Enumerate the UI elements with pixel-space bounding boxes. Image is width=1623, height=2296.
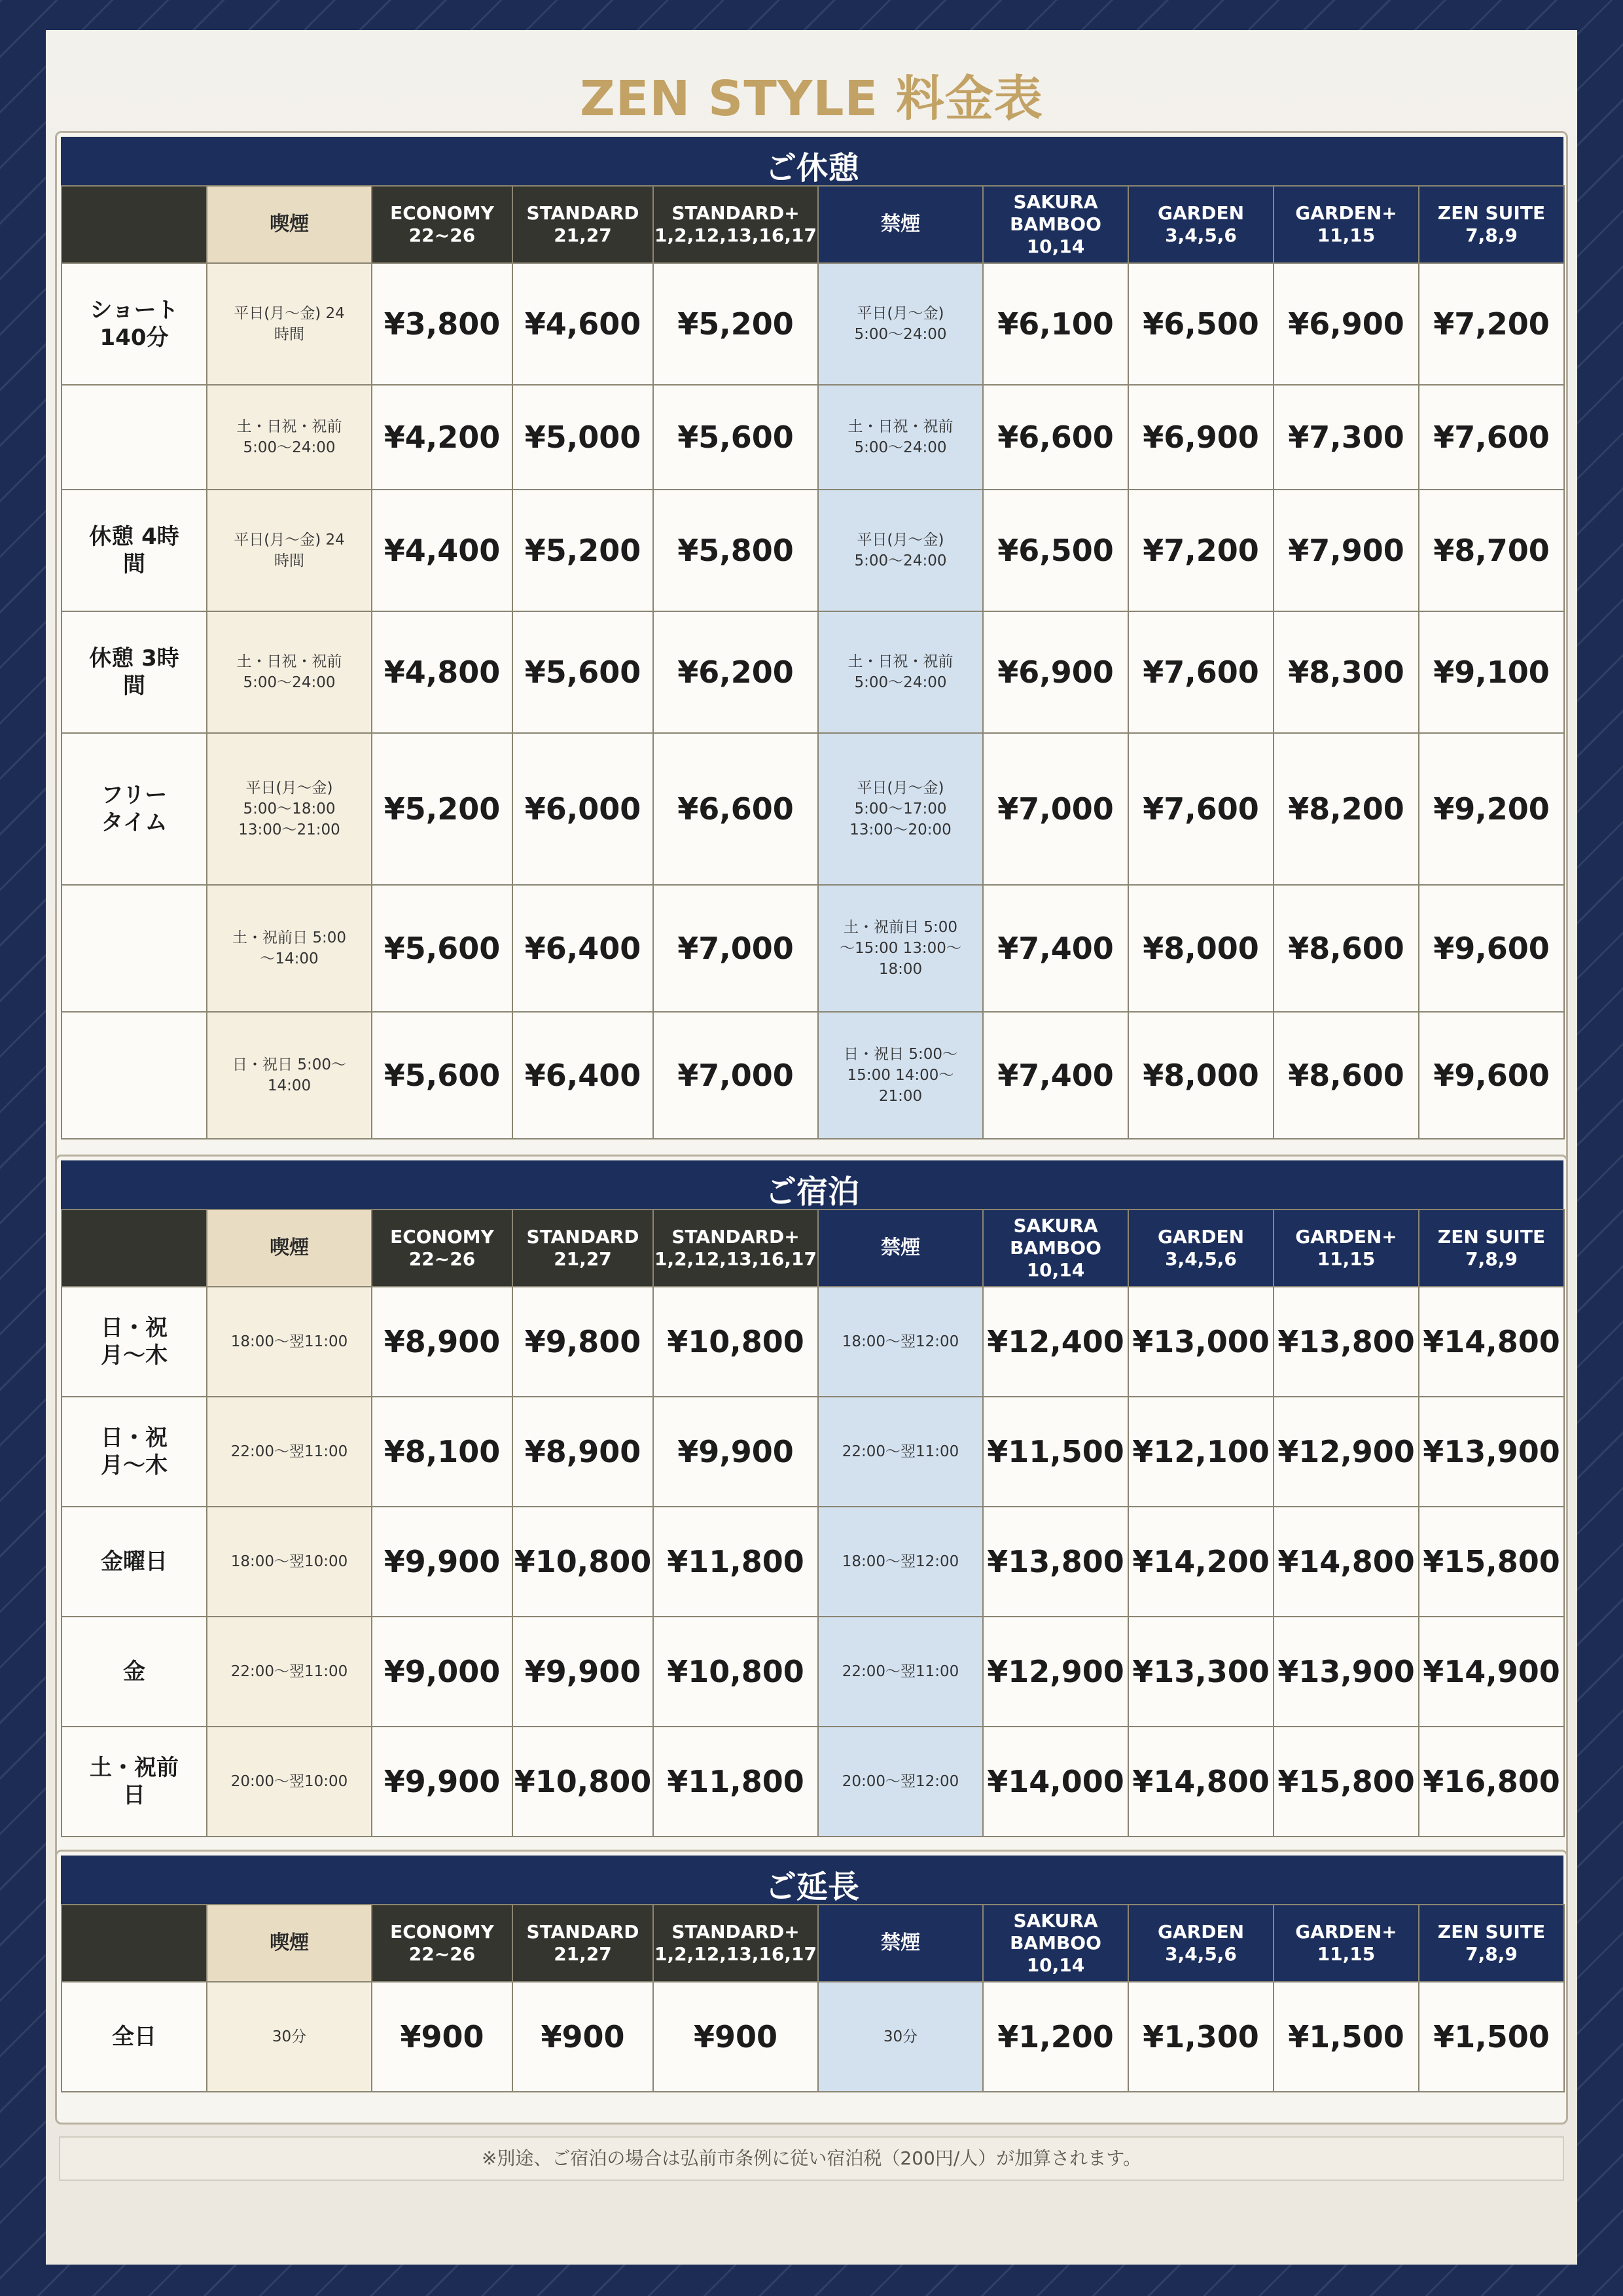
nonsmoking-time: 日・祝日 5:00～15:00 14:00～21:00 xyxy=(818,1012,983,1139)
price-cell: ¥7,600 xyxy=(1419,385,1564,490)
smoking-time: 平日(月～金) 24時間 xyxy=(207,490,372,611)
price-cell: ¥6,600 xyxy=(983,385,1128,490)
header-room-smoking xyxy=(653,1905,818,1982)
row-label: 土・祝前日 xyxy=(62,1727,207,1837)
price-cell: ¥5,600 xyxy=(653,385,818,490)
price-cell: ¥9,600 xyxy=(1419,885,1564,1012)
price-cell: ¥6,400 xyxy=(512,885,653,1012)
room-numbers: 7,8,9 xyxy=(1465,224,1518,246)
row-label: ショート 140分 xyxy=(62,263,207,385)
row-label xyxy=(62,885,207,1012)
price-cell: ¥7,000 xyxy=(983,733,1128,885)
price-cell: ¥8,300 xyxy=(1274,611,1419,733)
nonsmoking-time: 22:00～翌11:00 xyxy=(818,1397,983,1507)
stay-section xyxy=(55,1155,1568,1871)
room-name: ZEN SUITE xyxy=(1437,202,1546,224)
price-cell: ¥13,800 xyxy=(1274,1287,1419,1397)
header-room-nonsmoking xyxy=(1128,186,1274,263)
row-label: 休憩 3時間 xyxy=(62,611,207,733)
room-name: ZEN SUITE xyxy=(1437,1226,1546,1247)
page-title: ZEN STYLE 料金表 xyxy=(580,71,1043,127)
header-room-smoking xyxy=(512,186,653,263)
room-name: STANDARD xyxy=(526,1226,639,1247)
smoking-time: 平日(月～金) 24時間 xyxy=(207,263,372,385)
price-cell: ¥13,900 xyxy=(1274,1617,1419,1727)
nonsmoking-time: 土・祝前日 5:00～15:00 13:00～18:00 xyxy=(818,885,983,1012)
price-cell: ¥8,000 xyxy=(1128,1012,1274,1139)
price-cell: ¥14,800 xyxy=(1419,1287,1564,1397)
room-numbers: 11,15 xyxy=(1317,224,1376,246)
price-cell: ¥6,900 xyxy=(1274,263,1419,385)
header-room-nonsmoking xyxy=(983,1905,1128,1982)
room-name: GARDEN xyxy=(1157,202,1244,224)
table-row xyxy=(62,885,1564,1012)
price-cell: ¥14,000 xyxy=(983,1727,1128,1837)
price-cell: ¥7,000 xyxy=(653,1012,818,1139)
row-label: 金 xyxy=(62,1617,207,1727)
table-row xyxy=(62,611,1564,733)
room-name: SAKURA BAMBOO xyxy=(1010,1910,1101,1954)
price-cell: ¥14,200 xyxy=(1128,1507,1274,1617)
price-cell: ¥13,000 xyxy=(1128,1287,1274,1397)
table-row xyxy=(62,385,1564,490)
price-cell: ¥7,300 xyxy=(1274,385,1419,490)
header-smoking: 喫煙 xyxy=(207,1210,372,1287)
price-cell: ¥14,800 xyxy=(1274,1507,1419,1617)
price-cell: ¥7,000 xyxy=(653,885,818,1012)
price-cell: ¥1,500 xyxy=(1419,1982,1564,2092)
price-cell: ¥13,900 xyxy=(1419,1397,1564,1507)
price-cell: ¥9,000 xyxy=(372,1617,512,1727)
nonsmoking-time: 平日(月～金) 5:00～24:00 xyxy=(818,490,983,611)
table-row xyxy=(62,1397,1564,1507)
price-cell: ¥9,900 xyxy=(372,1507,512,1617)
smoking-time: 土・日祝・祝前 5:00～24:00 xyxy=(207,385,372,490)
header-row xyxy=(62,186,1564,263)
room-numbers: 10,14 xyxy=(1026,1954,1085,1976)
table-row xyxy=(62,733,1564,885)
price-cell: ¥10,800 xyxy=(512,1507,653,1617)
price-cell: ¥10,800 xyxy=(653,1617,818,1727)
smoking-time: 土・祝前日 5:00～14:00 xyxy=(207,885,372,1012)
header-room-smoking xyxy=(372,1905,512,1982)
price-cell: ¥6,500 xyxy=(1128,263,1274,385)
header-corner xyxy=(62,1210,207,1287)
room-numbers: 1,2,12,13,16,17 xyxy=(654,1943,817,1965)
price-cell: ¥13,800 xyxy=(983,1507,1128,1617)
room-name: ECONOMY xyxy=(390,202,494,224)
room-numbers: 3,4,5,6 xyxy=(1165,1248,1237,1270)
price-cell: ¥9,900 xyxy=(653,1397,818,1507)
room-name: SAKURA BAMBOO xyxy=(1010,191,1101,235)
table-row xyxy=(62,1012,1564,1139)
room-numbers: 7,8,9 xyxy=(1465,1248,1518,1270)
rest-price-table xyxy=(61,185,1565,1139)
table-row xyxy=(62,1982,1564,2092)
price-cell: ¥6,900 xyxy=(983,611,1128,733)
price-cell: ¥7,400 xyxy=(983,885,1128,1012)
smoking-time: 30分 xyxy=(207,1982,372,2092)
header-corner xyxy=(62,186,207,263)
price-cell: ¥16,800 xyxy=(1419,1727,1564,1837)
price-cell: ¥8,900 xyxy=(372,1287,512,1397)
nonsmoking-time: 18:00～翌12:00 xyxy=(818,1287,983,1397)
nonsmoking-time: 18:00～翌12:00 xyxy=(818,1507,983,1617)
price-cell: ¥4,400 xyxy=(372,490,512,611)
price-cell: ¥8,700 xyxy=(1419,490,1564,611)
price-cell: ¥14,800 xyxy=(1128,1727,1274,1837)
header-room-nonsmoking xyxy=(1274,1210,1419,1287)
price-cell: ¥5,200 xyxy=(653,263,818,385)
room-numbers: 3,4,5,6 xyxy=(1165,1943,1237,1965)
row-label: 日・祝 月～木 xyxy=(62,1287,207,1397)
room-numbers: 10,14 xyxy=(1026,236,1085,257)
nonsmoking-time: 土・日祝・祝前 5:00～24:00 xyxy=(818,611,983,733)
price-cell: ¥9,200 xyxy=(1419,733,1564,885)
price-cell: ¥7,400 xyxy=(983,1012,1128,1139)
header-row xyxy=(62,1210,1564,1287)
price-cell: ¥15,800 xyxy=(1419,1507,1564,1617)
price-cell: ¥14,900 xyxy=(1419,1617,1564,1727)
header-room-nonsmoking xyxy=(1274,1905,1419,1982)
header-room-nonsmoking xyxy=(1419,1210,1564,1287)
room-numbers: 11,15 xyxy=(1317,1943,1376,1965)
room-numbers: 3,4,5,6 xyxy=(1165,224,1237,246)
price-cell: ¥5,000 xyxy=(512,385,653,490)
room-name: STANDARD xyxy=(526,1921,639,1943)
extend-section xyxy=(55,1850,1568,2125)
price-cell: ¥4,800 xyxy=(372,611,512,733)
rest-section-title: ご休憩 xyxy=(61,137,1563,185)
room-name: STANDARD xyxy=(526,202,639,224)
room-numbers: 21,27 xyxy=(554,224,612,246)
smoking-time: 22:00～翌11:00 xyxy=(207,1397,372,1507)
room-name: ZEN SUITE xyxy=(1437,1921,1546,1943)
price-cell: ¥6,200 xyxy=(653,611,818,733)
price-cell: ¥8,100 xyxy=(372,1397,512,1507)
room-numbers: 21,27 xyxy=(554,1943,612,1965)
header-smoking: 喫煙 xyxy=(207,186,372,263)
price-cell: ¥13,300 xyxy=(1128,1617,1274,1727)
row-label xyxy=(62,1012,207,1139)
price-cell: ¥4,200 xyxy=(372,385,512,490)
room-numbers: 1,2,12,13,16,17 xyxy=(654,1248,817,1270)
nonsmoking-time: 平日(月～金) 5:00～24:00 xyxy=(818,263,983,385)
room-numbers: 22~26 xyxy=(408,224,476,246)
price-cell: ¥10,800 xyxy=(512,1727,653,1837)
nonsmoking-time: 土・日祝・祝前 5:00～24:00 xyxy=(818,385,983,490)
smoking-time: 20:00～翌10:00 xyxy=(207,1727,372,1837)
nonsmoking-time: 平日(月～金) 5:00～17:00 13:00～20:00 xyxy=(818,733,983,885)
price-cell: ¥7,200 xyxy=(1419,263,1564,385)
price-cell: ¥5,200 xyxy=(372,733,512,885)
price-cell: ¥12,900 xyxy=(1274,1397,1419,1507)
price-cell: ¥11,800 xyxy=(653,1507,818,1617)
table-row xyxy=(62,490,1564,611)
price-cell: ¥7,200 xyxy=(1128,490,1274,611)
table-row xyxy=(62,1507,1564,1617)
smoking-time: 18:00～翌10:00 xyxy=(207,1507,372,1617)
price-cell: ¥8,200 xyxy=(1274,733,1419,885)
header-room-nonsmoking xyxy=(1419,186,1564,263)
price-cell: ¥7,600 xyxy=(1128,733,1274,885)
nonsmoking-time: 22:00～翌11:00 xyxy=(818,1617,983,1727)
price-cell: ¥5,600 xyxy=(372,1012,512,1139)
row-label: 休憩 4時間 xyxy=(62,490,207,611)
header-nonsmoking: 禁煙 xyxy=(818,1905,983,1982)
table-row xyxy=(62,1287,1564,1397)
row-label: 金曜日 xyxy=(62,1507,207,1617)
header-row xyxy=(62,1905,1564,1982)
price-cell: ¥4,600 xyxy=(512,263,653,385)
price-cell: ¥9,900 xyxy=(512,1617,653,1727)
price-cell: ¥8,600 xyxy=(1274,885,1419,1012)
price-cell: ¥15,800 xyxy=(1274,1727,1419,1837)
price-cell: ¥9,600 xyxy=(1419,1012,1564,1139)
row-label: フリー タイム xyxy=(62,733,207,885)
price-cell: ¥6,600 xyxy=(653,733,818,885)
price-cell: ¥12,100 xyxy=(1128,1397,1274,1507)
room-numbers: 1,2,12,13,16,17 xyxy=(654,224,817,246)
price-cell: ¥12,400 xyxy=(983,1287,1128,1397)
header-room-smoking xyxy=(512,1905,653,1982)
nonsmoking-time: 30分 xyxy=(818,1982,983,2092)
table-row xyxy=(62,1617,1564,1727)
header-nonsmoking: 禁煙 xyxy=(818,1210,983,1287)
header-room-smoking xyxy=(372,1210,512,1287)
smoking-time: 22:00～翌11:00 xyxy=(207,1617,372,1727)
room-numbers: 11,15 xyxy=(1317,1248,1376,1270)
header-room-smoking xyxy=(512,1210,653,1287)
smoking-time: 平日(月～金) 5:00～18:00 13:00～21:00 xyxy=(207,733,372,885)
price-cell: ¥1,200 xyxy=(983,1982,1128,2092)
room-name: GARDEN+ xyxy=(1295,202,1397,224)
stay-section-title: ご宿泊 xyxy=(61,1160,1563,1209)
price-cell: ¥8,900 xyxy=(512,1397,653,1507)
price-cell: ¥7,600 xyxy=(1128,611,1274,733)
tax-note: ※別途、ご宿泊の場合は弘前市条例に従い宿泊税（200円/人）が加算されます。 xyxy=(59,2136,1564,2181)
price-cell: ¥3,800 xyxy=(372,263,512,385)
extend-section-title: ご延長 xyxy=(61,1856,1563,1904)
room-name: ECONOMY xyxy=(390,1921,494,1943)
table-row xyxy=(62,1727,1564,1837)
room-numbers: 10,14 xyxy=(1026,1259,1085,1281)
price-cell: ¥8,000 xyxy=(1128,885,1274,1012)
price-cell: ¥11,500 xyxy=(983,1397,1128,1507)
room-name: GARDEN+ xyxy=(1295,1921,1397,1943)
table-row xyxy=(62,263,1564,385)
rest-section xyxy=(55,131,1568,1178)
room-name: STANDARD+ xyxy=(671,1921,800,1943)
price-cell: ¥9,800 xyxy=(512,1287,653,1397)
price-sheet xyxy=(46,30,1577,2265)
header-room-smoking xyxy=(653,186,818,263)
room-name: ECONOMY xyxy=(390,1226,494,1247)
row-label: 日・祝 月～木 xyxy=(62,1397,207,1507)
room-numbers: 21,27 xyxy=(554,1248,612,1270)
nonsmoking-time: 20:00～翌12:00 xyxy=(818,1727,983,1837)
price-cell: ¥9,100 xyxy=(1419,611,1564,733)
header-room-nonsmoking xyxy=(983,1210,1128,1287)
header-room-nonsmoking xyxy=(1128,1905,1274,1982)
room-name: GARDEN xyxy=(1157,1921,1244,1943)
stay-price-table xyxy=(61,1209,1565,1837)
header-corner xyxy=(62,1905,207,1982)
header-room-nonsmoking xyxy=(1419,1905,1564,1982)
price-cell: ¥1,300 xyxy=(1128,1982,1274,2092)
header-room-smoking xyxy=(372,186,512,263)
header-room-nonsmoking xyxy=(983,186,1128,263)
header-smoking: 喫煙 xyxy=(207,1905,372,1982)
price-cell: ¥900 xyxy=(512,1982,653,2092)
room-name: GARDEN xyxy=(1157,1226,1244,1247)
price-cell: ¥6,000 xyxy=(512,733,653,885)
header-room-smoking xyxy=(653,1210,818,1287)
smoking-time: 土・日祝・祝前 5:00～24:00 xyxy=(207,611,372,733)
row-label xyxy=(62,385,207,490)
price-cell: ¥5,600 xyxy=(512,611,653,733)
price-cell: ¥1,500 xyxy=(1274,1982,1419,2092)
price-cell: ¥6,100 xyxy=(983,263,1128,385)
price-cell: ¥11,800 xyxy=(653,1727,818,1837)
price-cell: ¥9,900 xyxy=(372,1727,512,1837)
price-cell: ¥12,900 xyxy=(983,1617,1128,1727)
price-cell: ¥7,900 xyxy=(1274,490,1419,611)
smoking-time: 日・祝日 5:00～14:00 xyxy=(207,1012,372,1139)
price-cell: ¥5,800 xyxy=(653,490,818,611)
price-cell: ¥6,900 xyxy=(1128,385,1274,490)
price-cell: ¥900 xyxy=(653,1982,818,2092)
room-numbers: 22~26 xyxy=(408,1248,476,1270)
header-nonsmoking: 禁煙 xyxy=(818,186,983,263)
smoking-time: 18:00～翌11:00 xyxy=(207,1287,372,1397)
price-cell: ¥10,800 xyxy=(653,1287,818,1397)
price-cell: ¥5,200 xyxy=(512,490,653,611)
price-cell: ¥5,600 xyxy=(372,885,512,1012)
room-name: SAKURA BAMBOO xyxy=(1010,1215,1101,1259)
price-cell: ¥8,600 xyxy=(1274,1012,1419,1139)
room-name: STANDARD+ xyxy=(671,1226,800,1247)
room-name: STANDARD+ xyxy=(671,202,800,224)
room-numbers: 7,8,9 xyxy=(1465,1943,1518,1965)
price-cell: ¥6,500 xyxy=(983,490,1128,611)
price-cell: ¥900 xyxy=(372,1982,512,2092)
price-cell: ¥6,400 xyxy=(512,1012,653,1139)
header-room-nonsmoking xyxy=(1274,186,1419,263)
room-name: GARDEN+ xyxy=(1295,1226,1397,1247)
header-room-nonsmoking xyxy=(1128,1210,1274,1287)
room-numbers: 22~26 xyxy=(408,1943,476,1965)
extend-price-table xyxy=(61,1904,1565,2092)
row-label: 全日 xyxy=(62,1982,207,2092)
